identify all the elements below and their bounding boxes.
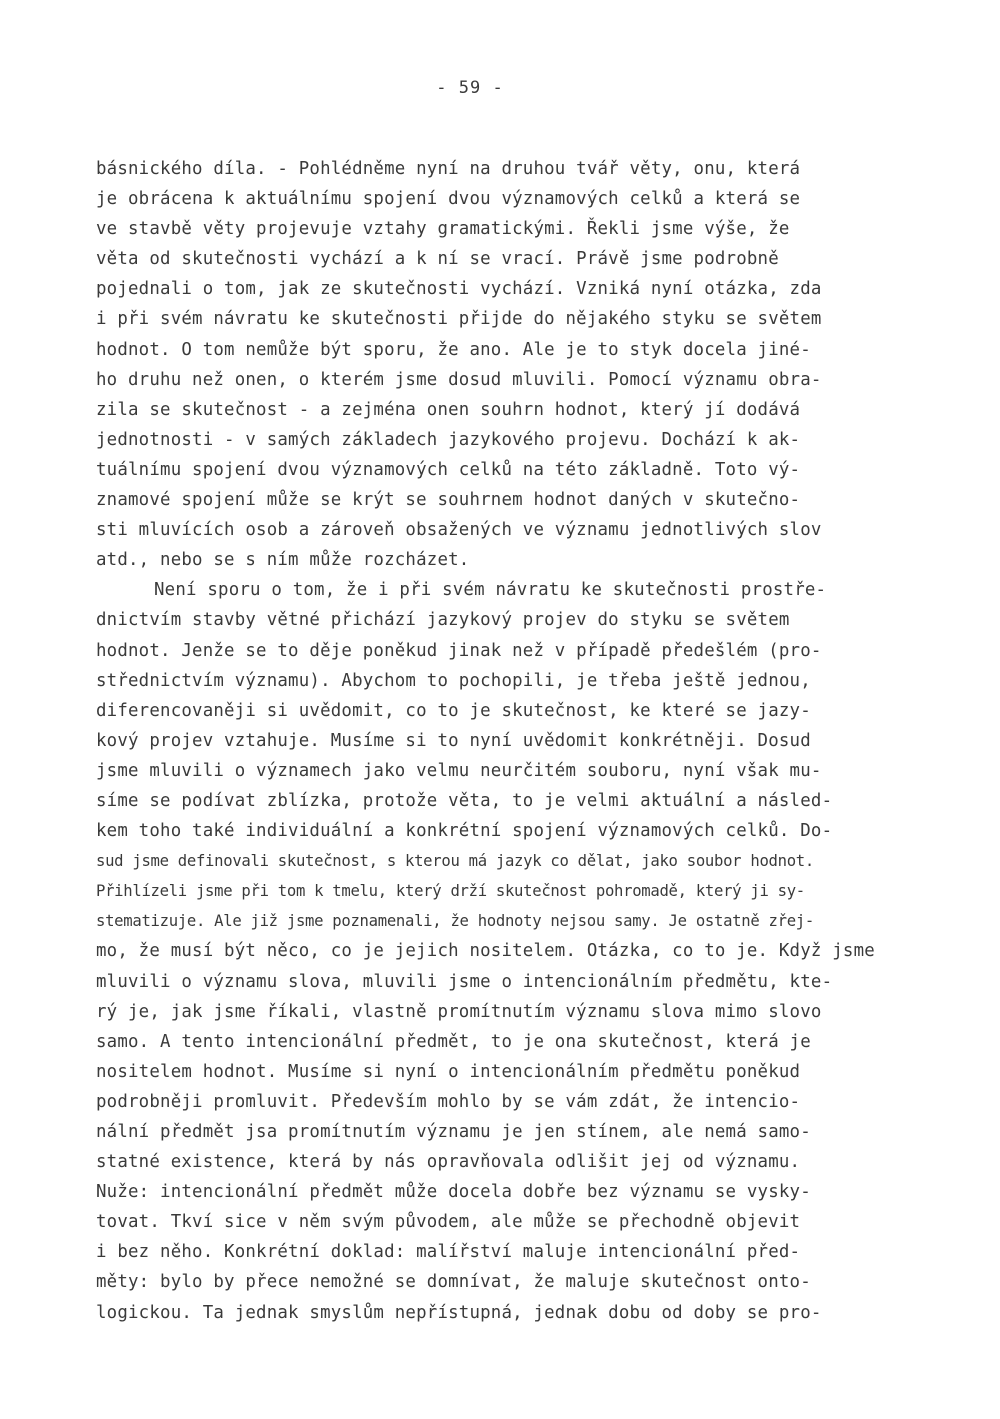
text-line: mluvili o významu slova, mluvili jsme o intencionálním předmětu, kte- <box>96 971 833 992</box>
text-line: i bez něho. Konkrétní doklad: malířství maluje intencionální před- <box>96 1242 801 1263</box>
text-line: nální předmět jsa promítnutím významu je jen stínem, ale nemá samo- <box>96 1122 811 1142</box>
text-line: samo. A tento intencionální předmět, to je ona skutečnost, která je <box>96 1031 811 1052</box>
text-line: dnictvím stavby větné přichází jazykový projev do styku se světem <box>96 610 790 631</box>
text-line: logickou. Ta jednak smyslům nepřístupná, jednak dobu od doby se pro- <box>96 1302 822 1323</box>
text-line: síme se podívat zblízka, protože věta, to je velmi aktuální a násled- <box>96 790 833 811</box>
text-line: je obrácena k aktuálnímu spojení dvou významových celků a která se <box>96 189 801 210</box>
text-line: ve stavbě věty projevuje vztahy gramatickými. Řekli jsme výše, že <box>96 219 790 240</box>
page-number: - 59 - <box>436 78 504 98</box>
text-line: jsme mluvili o významech jako velmu neurčitém souboru, nyní však mu- <box>96 760 822 781</box>
text-line: zila se skutečnost - a zejména onen souhrn hodnot, který jí dodává <box>96 399 801 420</box>
text-line: tovat. Tkví sice v něm svým původem, ale může se přechodně objevit <box>96 1212 801 1233</box>
text-line: hodnot. Jenže se to děje poněkud jinak než v případě předešlém (pro- <box>96 640 822 661</box>
text-line: kem toho také individuální a konkrétní spojení významových celků. Do- <box>96 821 833 842</box>
text-line: jednotnosti - v samých základech jazykového projevu. Dochází k ak- <box>96 429 801 450</box>
text-line: měty: bylo by přece nemožné se domnívat, že maluje skutečnost onto- <box>96 1272 811 1293</box>
text-line: statné existence, která by nás opravňovala odlišit jej od významu. <box>96 1152 801 1173</box>
text-line: Nuže: intencionální předmět může docela dobře bez významu se vysky- <box>96 1182 811 1203</box>
text-line: znamové spojení může se krýt se souhrnem hodnot daných v skutečno- <box>96 490 801 511</box>
text-line: pojednali o tom, jak ze skutečnosti vychází. Vzniká nyní otázka, zda <box>96 279 822 300</box>
text-line: ho druhu než onen, o kterém jsme dosud mluvili. Pomocí významu obra- <box>96 369 822 390</box>
text-line: hodnot. O tom nemůže být sporu, že ano. Ale je to styk docela jiné- <box>96 339 811 360</box>
text-line: věta od skutečnosti vychází a k ní se vrací. Právě jsme podrobně <box>96 249 779 270</box>
text-line: tuálnímu spojení dvou významových celků na této základně. Toto vý- <box>96 459 801 480</box>
text-line: sti mluvících osob a zároveň obsažených ve významu jednotlivých slov <box>96 520 822 541</box>
text-line: podrobněji promluvit. Především mohlo by se vám zdát, že intencio- <box>96 1091 801 1112</box>
text-line: i při svém návratu ke skutečnosti přijde do nějakého styku se světem <box>96 309 822 330</box>
text-line: stematizuje. Ale již jsme poznamenali, že hodnoty nejsou samy. Je ostatně zřej- <box>96 912 814 931</box>
text-line: Přihlízeli jsme při tom k tmelu, který drží skutečnost pohromadě, který ji sy- <box>96 882 805 901</box>
text-line: střednictvím významu). Abychom to pochopili, je třeba ještě jednou, <box>96 670 811 691</box>
text-line: kový projev vztahuje. Musíme si to nyní uvědomit konkrétněji. Dosud <box>96 730 811 751</box>
text-line: básnického díla. - Pohlédněme nyní na druhou tvář věty, onu, která <box>96 159 801 179</box>
text-line: diferencovaněji si uvědomit, co to je skutečnost, ke které se jazy- <box>96 700 811 721</box>
paragraph-start-line: Není sporu o tom, že i při svém návratu ke skutečnosti prostře- <box>154 580 827 601</box>
text-line: sud jsme definovali skutečnost, s kterou má jazyk co dělat, jako soubor hodnot. <box>96 852 814 871</box>
text-line: atd., nebo se s ním může rozcházet. <box>96 550 470 571</box>
text-line: rý je, jak jsme říkali, vlastně promítnutím významu slova mimo slovo <box>96 1001 822 1022</box>
text-line: mo, že musí být něco, co je jejich nositelem. Otázka, co to je. Když jsme <box>96 941 875 962</box>
body-text <box>96 154 916 1328</box>
text-line: nositelem hodnot. Musíme si nyní o intencionálním předmětu poněkud <box>96 1061 801 1082</box>
